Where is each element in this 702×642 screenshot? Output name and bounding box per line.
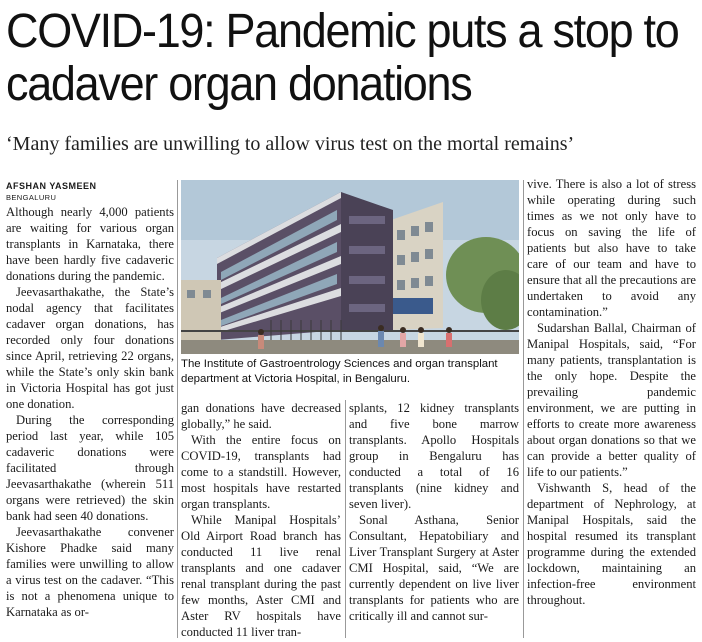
article-column-2	[181, 400, 341, 640]
article-paragraph: While Manipal Hospitals’ Old Airport Road branch has conducted 11 live renal transplants and one cadaver renal transplant during the past few months, Aster CMI and Aster RV hospitals have conducted 11 liver tran-	[181, 513, 341, 639]
article-paragraph: Sudarshan Ballal, Chairman of Manipal Hospitals, said, “For many patients, transplantation is the only hope. Despite the prevailing pandemic environment, we are putting in efforts to create more awareness about organ donations so that we can provide a better quality of life to our patients.”	[527, 321, 696, 479]
hospital-photo	[181, 180, 519, 354]
article-column-1	[6, 204, 174, 640]
article-paragraph: Vishwanth S, head of the department of Nephrology, at Manipal Hospitals, said the hospital resumed its transplant programme during the extended lockdown, maintaining an infection-free environment throughout.	[527, 481, 696, 607]
photo-caption: The Institute of Gastroentrology Sciences and organ transplant department at Victoria Hospital, in Bengaluru.	[181, 358, 498, 385]
dateline: BENGALURU	[6, 193, 57, 202]
article-paragraph: splants, 12 kidney transplants and five bone marrow transplants. Apollo Hospitals group in Bengaluru has conducted a total of 16 transplants (nine kidney and seven liver).	[349, 401, 519, 511]
article-paragraph: Jeevasarthakathe, the State’s nodal agency that facilitates cadaver organ donations, has recorded only four donations since April, retrieving 22 organs, while the State’s only skin bank in Victoria Hospital has got just one donation.	[6, 285, 174, 411]
byline: AFSHAN YASMEEN	[6, 181, 97, 191]
column-divider	[177, 180, 178, 638]
article-headline: COVID-19: Pandemic puts a stop to cadaver organ donations	[6, 2, 679, 111]
article-paragraph: With the entire focus on COVID-19, transplants had come to a standstill. However, most hospitals have restarted organ transplants.	[181, 433, 341, 511]
column-divider	[523, 180, 524, 638]
article-paragraph: Although nearly 4,000 patients are waiting for various organ transplants in Karnataka, there have been hardly five cadaveric donations during the pandemic.	[6, 205, 174, 283]
article-subheadline: ‘Many families are unwilling to allow virus test on the mortal remains’	[6, 133, 575, 155]
article-paragraph: During the corresponding period last year, while 105 cadaveric donations were facilitated through Jeevasarthakathe (wherein 511 organs were retrieved) the skin bank had seen 40 donations.	[6, 413, 174, 523]
article-paragraph: Sonal Asthana, Senior Consultant, Hepatobiliary and Liver Transplant Surgery at Aster CMI Hospital, said, “We are currently dependent on live liver transplants for patients who are critically ill and cannot sur-	[349, 513, 519, 623]
article-paragraph: Jeevasarthakathe convener Kishore Phadke said many families were unwilling to allow a virus test on the cadaver. “This is not a phenomena unique to Karnataka as or-	[6, 525, 174, 619]
article-column-4	[527, 176, 696, 640]
article-paragraph: gan donations have decreased globally,” he said.	[181, 401, 341, 431]
article-paragraph: vive. There is also a lot of stress while operating during such times as we not only have to focus on saving the life of patients but also have to take care of our team and have to ensure that all the precautions are undertaken to avoid any contamination.”	[527, 177, 696, 319]
article-column-3	[349, 400, 519, 640]
column-divider	[345, 400, 346, 638]
